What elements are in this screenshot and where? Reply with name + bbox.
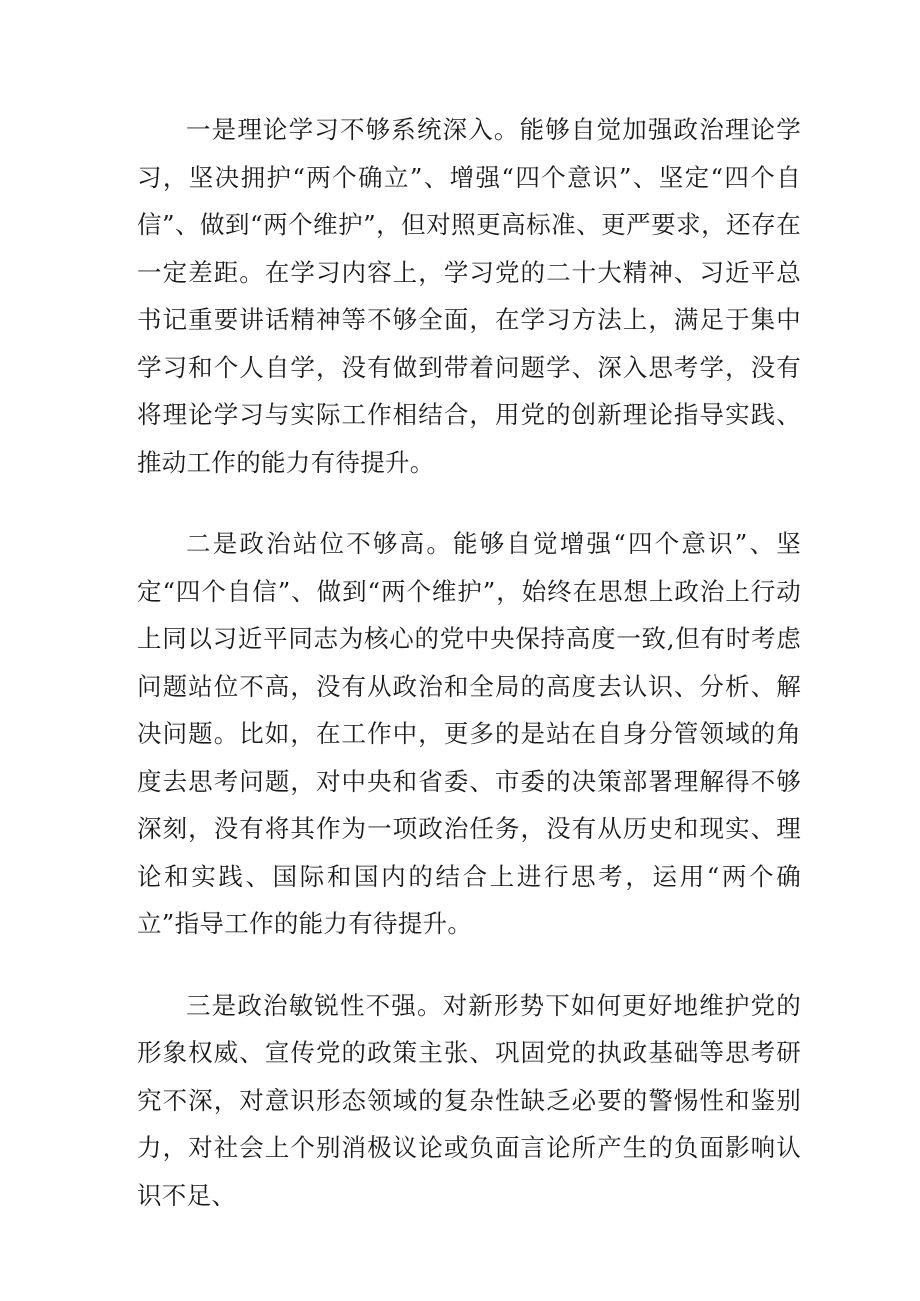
paragraph-political-stance: 二是政治站位不够高。能够自觉增强“四个意识”、坚定“四个自信”、做到“两个维护”，始终在思想上政治上行动上同以习近平同志为核心的党中央保持高度一致,但有时考虑问题站位不高，没有从政治和全局的高度去认识、分析、解决问题。比如，在工作中，更多的是站在自身分管领域的角度去思考问题，对中央和省委、市委的决策部署理解得不够深刻，没有将其作为一项政治任务，没有从历史和现实、理论和实践、国际和国内的结合上进行思考，运用“两个确立”指导工作的能力有待提升。 bbox=[137, 529, 801, 938]
document-body bbox=[137, 106, 801, 1219]
paragraph-political-sensitivity: 三是政治敏锐性不强。对新形势下如何更好地维护党的形象权威、宣传党的政策主张、巩固党的执政基础等思考研究不深，对意识形态领域的复杂性缺乏必要的警惕性和鉴别力，对社会上个别消极议论或负面言论所产生的负面影响认识不足、 bbox=[137, 990, 801, 1210]
paragraph-theory-study: 一是理论学习不够系统深入。能够自觉加强政治理论学习，坚决拥护“两个确立”、增强“四个意识”、坚定“四个自信”、做到“两个维护”，但对照更高标准、更严要求，还存在一定差距。在学习内容上，学习党的二十大精神、习近平总书记重要讲话精神等不够全面，在学习方法上，满足于集中学习和个人自学，没有做到带着问题学、深入思考学，没有将理论学习与实际工作相结合，用党的创新理论指导实践、推动工作的能力有待提升。 bbox=[137, 115, 801, 477]
